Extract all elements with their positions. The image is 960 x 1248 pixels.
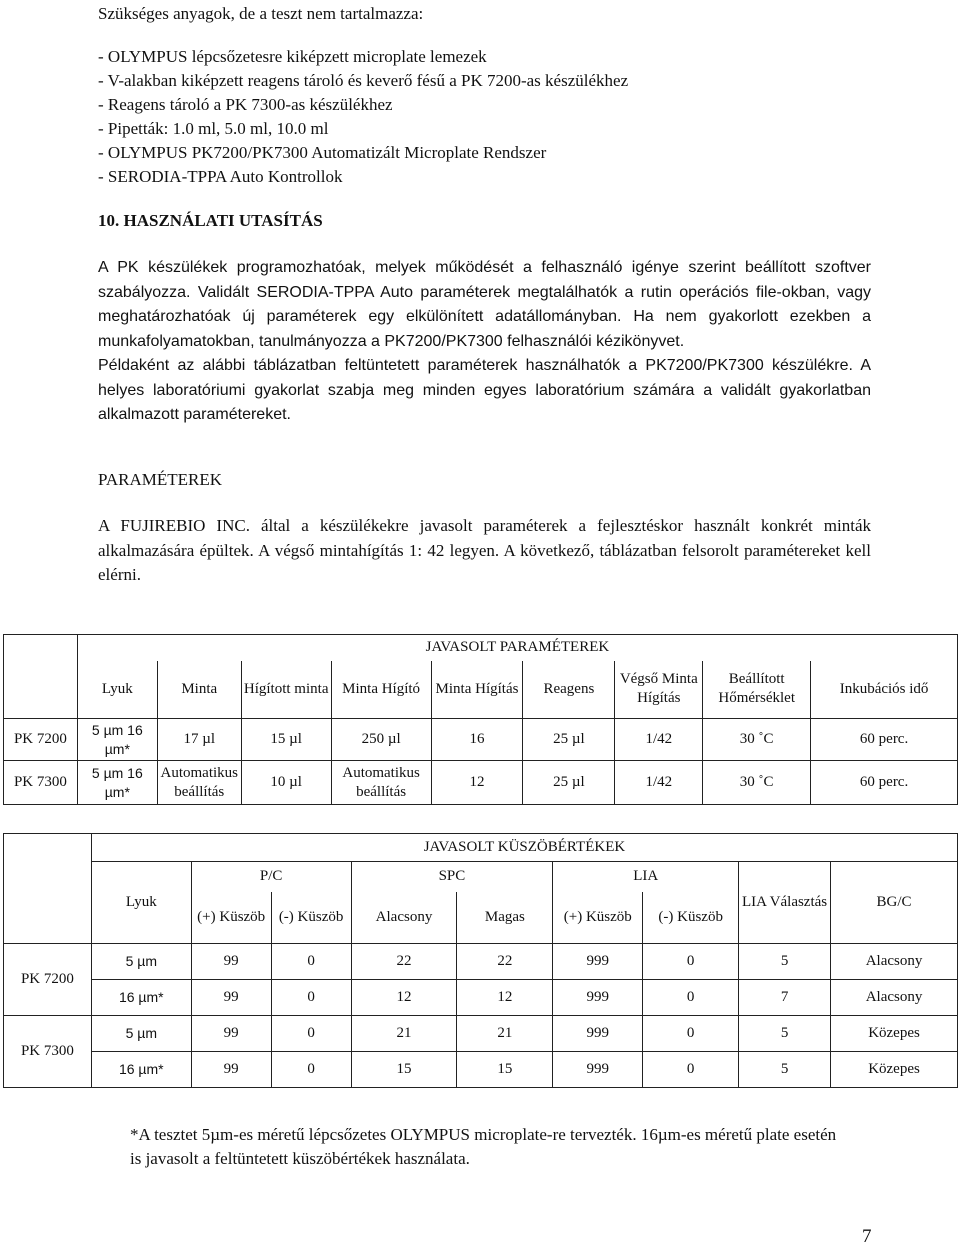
device-label: PK 7200 bbox=[4, 944, 92, 1016]
cell: 12 bbox=[431, 761, 523, 805]
intro-paragraph: Példaként az alábbi táblázatban feltüntetett paraméterek használhatók a PK7200/PK7300 készülékre. A helyes laboratóriumi gyakorlat szabja meg minden egyes laboratórium számára a validált gyakorlatban alkalmazott paramétereket. bbox=[98, 357, 871, 423]
cell: 999 bbox=[553, 1052, 643, 1088]
parameters-table-title: JAVASOLT PARAMÉTEREK bbox=[77, 635, 957, 661]
cell: 0 bbox=[271, 980, 351, 1016]
cell: 15 bbox=[457, 1052, 553, 1088]
cell: 16 bbox=[431, 719, 523, 761]
materials-item: - SERODIA-TPPA Auto Kontrollok bbox=[98, 167, 343, 186]
cell: 21 bbox=[351, 1016, 457, 1052]
cell: 15 bbox=[351, 1052, 457, 1088]
col-header: LIA Választás bbox=[739, 862, 831, 944]
section-heading: 10. HASZNÁLATI UTASÍTÁS bbox=[98, 211, 323, 230]
intro-paragraph: A PK készülékek programozhatóak, melyek működését a felhasználó igénye szerint beállított szoftver szabályozza. Validált SERODIA-TPPA Auto paraméterek megtalálhatók a rutin operációs file-okban, vagy meghatározhatóak új paraméterek egy elkülönített adatállományban. Ha nem gyakorlott ezekben a munkafolyamatokban, tanulmányozza a PK7200/PK7300 felhasználói kézikönyvet. bbox=[98, 259, 871, 350]
cell: 5 µm 16 µm* bbox=[77, 719, 157, 761]
cell: Alacsony bbox=[831, 980, 958, 1016]
table-row bbox=[4, 980, 958, 1016]
cell: 30 ˚C bbox=[703, 719, 811, 761]
cell: 5 µm bbox=[91, 1016, 191, 1052]
page-number: 7 bbox=[862, 1226, 872, 1247]
col-header: (-) Küszöb bbox=[271, 892, 351, 944]
cell: 12 bbox=[457, 980, 553, 1016]
table-row bbox=[4, 719, 958, 761]
table-row bbox=[4, 1052, 958, 1088]
materials-item: - OLYMPUS PK7200/PK7300 Automatizált Microplate Rendszer bbox=[98, 143, 547, 162]
cell: 21 bbox=[457, 1016, 553, 1052]
cell: 17 µl bbox=[157, 719, 241, 761]
cell: 16 µm* bbox=[91, 1052, 191, 1088]
cell: 12 bbox=[351, 980, 457, 1016]
device-label: PK 7300 bbox=[4, 761, 78, 805]
col-header: Reagens bbox=[523, 661, 615, 719]
cell: 99 bbox=[191, 944, 271, 980]
cell: 16 µm* bbox=[91, 980, 191, 1016]
cell: Automatikus beállítás bbox=[157, 761, 241, 805]
parameters-table bbox=[3, 634, 958, 805]
cell: 999 bbox=[553, 944, 643, 980]
cell: 60 perc. bbox=[811, 719, 958, 761]
col-header: BG/C bbox=[831, 862, 958, 944]
cell: 5 µm 16 µm* bbox=[77, 761, 157, 805]
cell: 22 bbox=[457, 944, 553, 980]
cell: 0 bbox=[271, 1016, 351, 1052]
cell: 10 µl bbox=[241, 761, 331, 805]
thresholds-table-title: JAVASOLT KÜSZÖBÉRTÉKEK bbox=[91, 834, 957, 862]
cell: 99 bbox=[191, 1052, 271, 1088]
cell: 1/42 bbox=[615, 719, 703, 761]
cell: 7 bbox=[739, 980, 831, 1016]
col-header: (+) Küszöb bbox=[553, 892, 643, 944]
col-header: Inkubációs idő bbox=[811, 661, 958, 719]
col-header: Minta Hígító bbox=[331, 661, 431, 719]
table-row bbox=[4, 944, 958, 980]
params-paragraph bbox=[98, 514, 871, 588]
cell: 0 bbox=[271, 1052, 351, 1088]
col-header: Beállított Hőmérséklet bbox=[703, 661, 811, 719]
col-header: Magas bbox=[457, 892, 553, 944]
cell: 0 bbox=[271, 944, 351, 980]
footnote: *A tesztet 5µm-es méretű lépcsőzetes OLYMPUS microplate-re tervezték. 16µm-es méretű plate esetén is javasolt a feltüntetett küszöbértékek használata. bbox=[130, 1125, 837, 1168]
materials-item: - Pipetták: 1.0 ml, 5.0 ml, 10.0 ml bbox=[98, 119, 329, 138]
cell: 0 bbox=[643, 980, 739, 1016]
col-header: Hígított minta bbox=[241, 661, 331, 719]
materials-item: - V-alakban kiképzett reagens tároló és keverő fésű a PK 7200-as készülékhez bbox=[98, 71, 629, 90]
col-header: Végső Minta Hígítás bbox=[615, 661, 703, 719]
col-header: (+) Küszöb bbox=[191, 892, 271, 944]
cell: Alacsony bbox=[831, 944, 958, 980]
group-header-spc: SPC bbox=[351, 862, 553, 892]
col-header: Minta bbox=[157, 661, 241, 719]
cell: 5 bbox=[739, 944, 831, 980]
cell: 25 µl bbox=[523, 761, 615, 805]
cell: 0 bbox=[643, 1016, 739, 1052]
device-label: PK 7200 bbox=[4, 719, 78, 761]
thresholds-table bbox=[3, 833, 958, 1088]
cell: 60 perc. bbox=[811, 761, 958, 805]
device-label: PK 7300 bbox=[4, 1016, 92, 1088]
intro-text bbox=[98, 256, 871, 428]
cell: 1/42 bbox=[615, 761, 703, 805]
materials-item: - Reagens tároló a PK 7300-as készülékhez bbox=[98, 95, 393, 114]
group-header-pc: P/C bbox=[191, 862, 351, 892]
cell: 30 ˚C bbox=[703, 761, 811, 805]
col-header: Lyuk bbox=[77, 661, 157, 719]
table-row bbox=[4, 1016, 958, 1052]
col-header: Lyuk bbox=[91, 862, 191, 944]
col-header: Alacsony bbox=[351, 892, 457, 944]
cell: 5 µm bbox=[91, 944, 191, 980]
cell: 15 µl bbox=[241, 719, 331, 761]
cell: 5 bbox=[739, 1016, 831, 1052]
params-paragraph-text: A FUJIREBIO INC. által a készülékekre javasolt paraméterek a fejlesztéskor használt konkrét minták alkalmazására épültek. A végső mintahígítás 1: 42 legyen. A következő, táblázatban felsorolt paramétereket kell elérni. bbox=[98, 516, 871, 584]
cell: 0 bbox=[643, 944, 739, 980]
materials-title: Szükséges anyagok, de a teszt nem tartalmazza: bbox=[98, 4, 424, 23]
materials-item: - OLYMPUS lépcsőzetesre kiképzett microplate lemezek bbox=[98, 47, 487, 66]
params-heading: PARAMÉTEREK bbox=[98, 470, 223, 489]
col-header: (-) Küszöb bbox=[643, 892, 739, 944]
group-header-lia: LIA bbox=[553, 862, 739, 892]
cell: Közepes bbox=[831, 1016, 958, 1052]
cell: 999 bbox=[553, 980, 643, 1016]
cell: Közepes bbox=[831, 1052, 958, 1088]
cell: 999 bbox=[553, 1016, 643, 1052]
cell: Automatikus beállítás bbox=[331, 761, 431, 805]
cell: 250 µl bbox=[331, 719, 431, 761]
cell: 5 bbox=[739, 1052, 831, 1088]
col-header: Minta Hígítás bbox=[431, 661, 523, 719]
table-row bbox=[4, 761, 958, 805]
cell: 25 µl bbox=[523, 719, 615, 761]
cell: 99 bbox=[191, 980, 271, 1016]
cell: 0 bbox=[643, 1052, 739, 1088]
cell: 99 bbox=[191, 1016, 271, 1052]
cell: 22 bbox=[351, 944, 457, 980]
